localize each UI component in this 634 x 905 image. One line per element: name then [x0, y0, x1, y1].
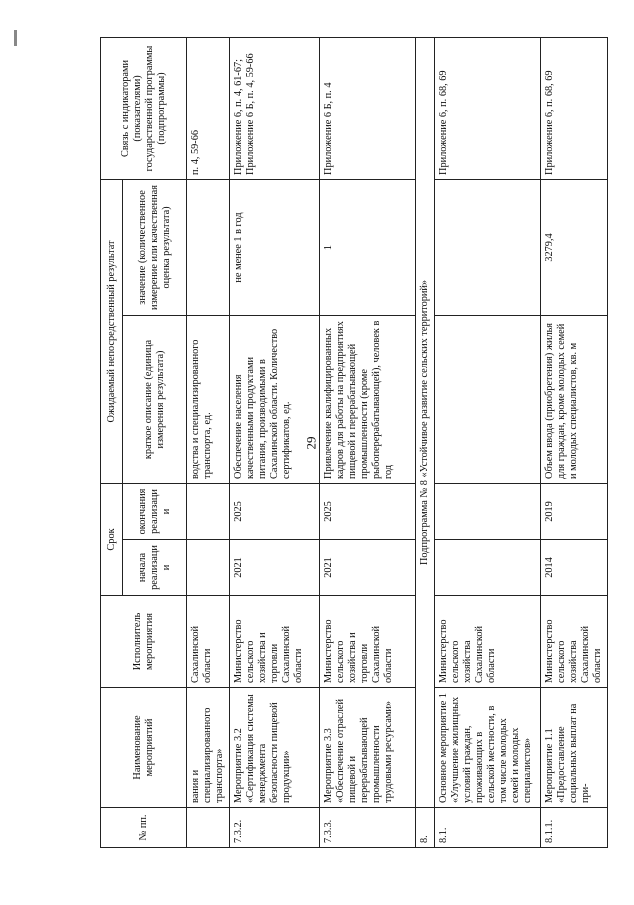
cell-executor: Министерство сельского хозяйства и торговли Сахалинской области	[320, 596, 416, 688]
cell-desc	[435, 315, 541, 483]
cell-num: 7.3.2.	[230, 808, 320, 848]
cell-name: Основное мероприятие 1 «Улучшение жилищных условий граждан, проживающих в сельской местности, в том числе молодых семей и молодых специалистов»	[435, 688, 541, 808]
header-start: начала реализации	[123, 540, 187, 596]
cell-num	[187, 808, 230, 848]
cell-end: 2025	[230, 483, 320, 539]
cell-value: не менее 1 в год	[230, 179, 320, 315]
subprogram-row	[416, 37, 435, 847]
cell-end: 2025	[320, 483, 416, 539]
cell-start: 2014	[541, 540, 608, 596]
cell-link: Приложение 6, п. 4, 61-67; Приложение 6 Б, п. 4, 59-66	[230, 37, 320, 179]
cell-value: 1	[320, 179, 416, 315]
header-executor: Исполнитель мероприятия	[101, 596, 187, 688]
header-end: окончания реализации	[123, 483, 187, 539]
cell-executor: Министерство сельского хозяйства и торговли Сахалинской области	[230, 596, 320, 688]
cell-executor: Министерство сельского хозяйства Сахалинской области	[541, 596, 608, 688]
cell-value: 3279,4	[541, 179, 608, 315]
cell-name: вания и специализированного транспорта»	[187, 688, 230, 808]
cell-desc: Объем ввода (приобретения) жилья для граждан, кроме молодых семей и молодых специалистов, кв. м	[541, 315, 608, 483]
header-link: Связь с индикаторами (показателями) государственной программы (подпрограммы)	[101, 37, 187, 179]
cell-desc: водства и специализированного транспорта, ед.	[187, 315, 230, 483]
page-number: 29	[303, 436, 319, 450]
header-num: № пп.	[101, 808, 187, 848]
header-name: Наименование мероприятий	[101, 688, 187, 808]
cell-num: 8.	[416, 808, 435, 848]
scan-mark	[14, 30, 17, 46]
table-row	[320, 37, 416, 847]
cell-num: 8.1.1.	[541, 808, 608, 848]
cell-desc: Обеспечение населения качественными продуктами питания, производимыми в Сахалинской области. Количество сертификатов, ед.	[230, 315, 320, 483]
rotated-table-container	[100, 38, 622, 848]
subprogram-title: Подпрограмма № 8 «Устойчивое развитие сельских территорий»	[416, 37, 435, 807]
cell-executor: Сахалинской области	[187, 596, 230, 688]
cell-name: Мероприятие 1.1 «Предоставление социальных выплат на при-	[541, 688, 608, 808]
table-row	[187, 37, 230, 847]
cell-name: Мероприятие 3.3 «Обеспечение отраслей пищевой и перерабатывающей промышленности трудовыми ресурсами»	[320, 688, 416, 808]
cell-num: 8.1.	[435, 808, 541, 848]
cell-start: 2021	[320, 540, 416, 596]
cell-start	[435, 540, 541, 596]
cell-link: Приложение 6, п. 68, 69	[435, 37, 541, 179]
table-row	[435, 37, 541, 847]
cell-start	[187, 540, 230, 596]
cell-num: 7.3.3.	[320, 808, 416, 848]
measures-table	[100, 37, 608, 848]
cell-name: Мероприятие 3.2 «Сертификация системы менеджмента безопасности пищевой продукции»	[230, 688, 320, 808]
cell-end	[187, 483, 230, 539]
table-row	[541, 37, 608, 847]
header-result: Ожидаемый непосредственный результат	[101, 179, 123, 483]
header-short-desc: краткое описание (единица измерения результата)	[123, 315, 187, 483]
cell-link: Приложение 6 Б, п. 4	[320, 37, 416, 179]
cell-desc: Привлечение квалифицированных кадров для работы на предприятиях пищевой и перерабатывающей промышленности (кроме рыбоперерабатывающей), человек в год	[320, 315, 416, 483]
table-row	[230, 37, 320, 847]
header-value: значение (количественное измерение или качественная оценка результата)	[123, 179, 187, 315]
cell-end: 2019	[541, 483, 608, 539]
cell-link: п. 4, 59-66	[187, 37, 230, 179]
cell-start: 2021	[230, 540, 320, 596]
header-term: Срок	[101, 483, 123, 595]
cell-value	[187, 179, 230, 315]
cell-end	[435, 483, 541, 539]
cell-executor: Министерство сельского хозяйства Сахалинской области	[435, 596, 541, 688]
cell-link: Приложение 6, п. 68, 69	[541, 37, 608, 179]
cell-value	[435, 179, 541, 315]
